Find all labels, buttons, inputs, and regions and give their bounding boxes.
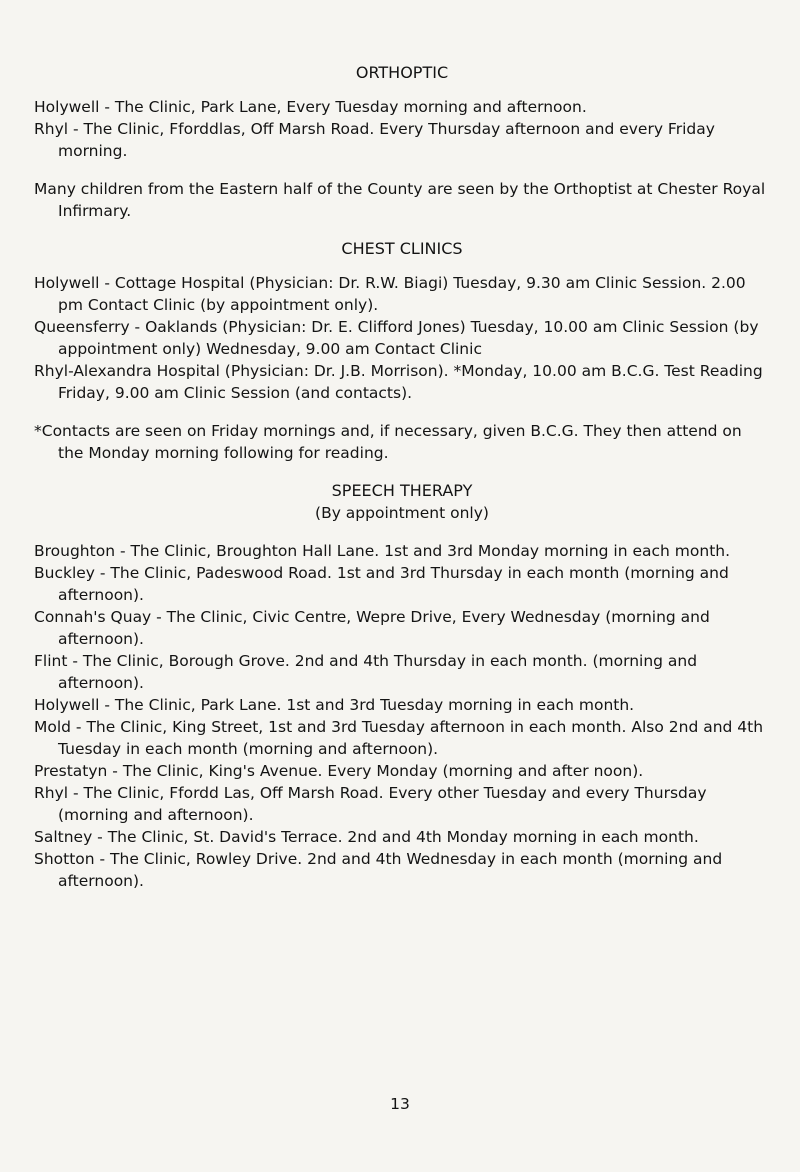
chest-entry-holywell: Holywell - Cottage Hospital (Physician: Dr. R.W. Biagi) Tuesday, 9.30 am Clinic Session. 2.00 pm Contact Clinic (by appointment only). (34, 274, 746, 314)
chest-contacts-note: *Contacts are seen on Friday mornings and, if necessary, given B.C.G. They then attend on the Monday morning following for reading. (34, 422, 742, 462)
chest-entry-queensferry: Queensferry - Oaklands (Physician: Dr. E. Clifford Jones) Tuesday, 10.00 am Clinic Session (by appointment only) Wednesday, 9.00 am Contact Clinic (34, 318, 759, 358)
page-number: 13 (390, 1095, 410, 1113)
speech-therapy-subheading: (By appointment only) (315, 504, 489, 522)
speech-therapy-heading: SPEECH THERAPY (331, 481, 473, 500)
orthoptic-entry-rhyl: Rhyl - The Clinic, Fforddlas, Off Marsh Road. Every Thursday afternoon and every Friday morning. (34, 120, 715, 160)
chest-entry-rhyl: Rhyl-Alexandra Hospital (Physician: Dr. J.B. Morrison). *Monday, 10.00 am B.C.G. Test Reading Friday, 9.00 am Clinic Session (and contacts). (34, 362, 763, 402)
speech-entry-shotton: Shotton - The Clinic, Rowley Drive. 2nd and 4th Wednesday in each month (morning and afternoon). (34, 850, 723, 890)
speech-entry-broughton: Broughton - The Clinic, Broughton Hall Lane. 1st and 3rd Monday morning in each month. (34, 542, 731, 560)
orthoptic-note: Many children from the Eastern half of the County are seen by the Orthoptist at Chester Royal Infirmary. (34, 180, 766, 220)
speech-entry-prestatyn: Prestatyn - The Clinic, King's Avenue. Every Monday (morning and after noon). (34, 762, 644, 780)
orthoptic-entry-holywell: Holywell - The Clinic, Park Lane, Every Tuesday morning and afternoon. (34, 98, 587, 116)
speech-entry-flint: Flint - The Clinic, Borough Grove. 2nd and 4th Thursday in each month. (morning and afternoon). (34, 652, 698, 692)
speech-entry-rhyl: Rhyl - The Clinic, Ffordd Las, Off Marsh Road. Every other Tuesday and every Thursday (morning and afternoon). (34, 784, 707, 824)
speech-entry-mold: Mold - The Clinic, King Street, 1st and 3rd Tuesday afternoon in each month. Also 2nd and 4th Tuesday in each month (morning and afternoon). (34, 718, 764, 758)
speech-entry-buckley: Buckley - The Clinic, Padeswood Road. 1st and 3rd Thursday in each month (morning and afternoon). (34, 564, 729, 604)
chest-clinics-heading: CHEST CLINICS (341, 239, 463, 258)
speech-entry-saltney: Saltney - The Clinic, St. David's Terrace. 2nd and 4th Monday morning in each month. (34, 828, 699, 846)
speech-entry-connahs-quay: Connah's Quay - The Clinic, Civic Centre, Wepre Drive, Every Wednesday (morning and afternoon). (34, 608, 710, 648)
orthoptic-heading: ORTHOPTIC (355, 63, 449, 82)
speech-entry-holywell: Holywell - The Clinic, Park Lane. 1st and 3rd Tuesday morning in each month. (34, 696, 635, 714)
